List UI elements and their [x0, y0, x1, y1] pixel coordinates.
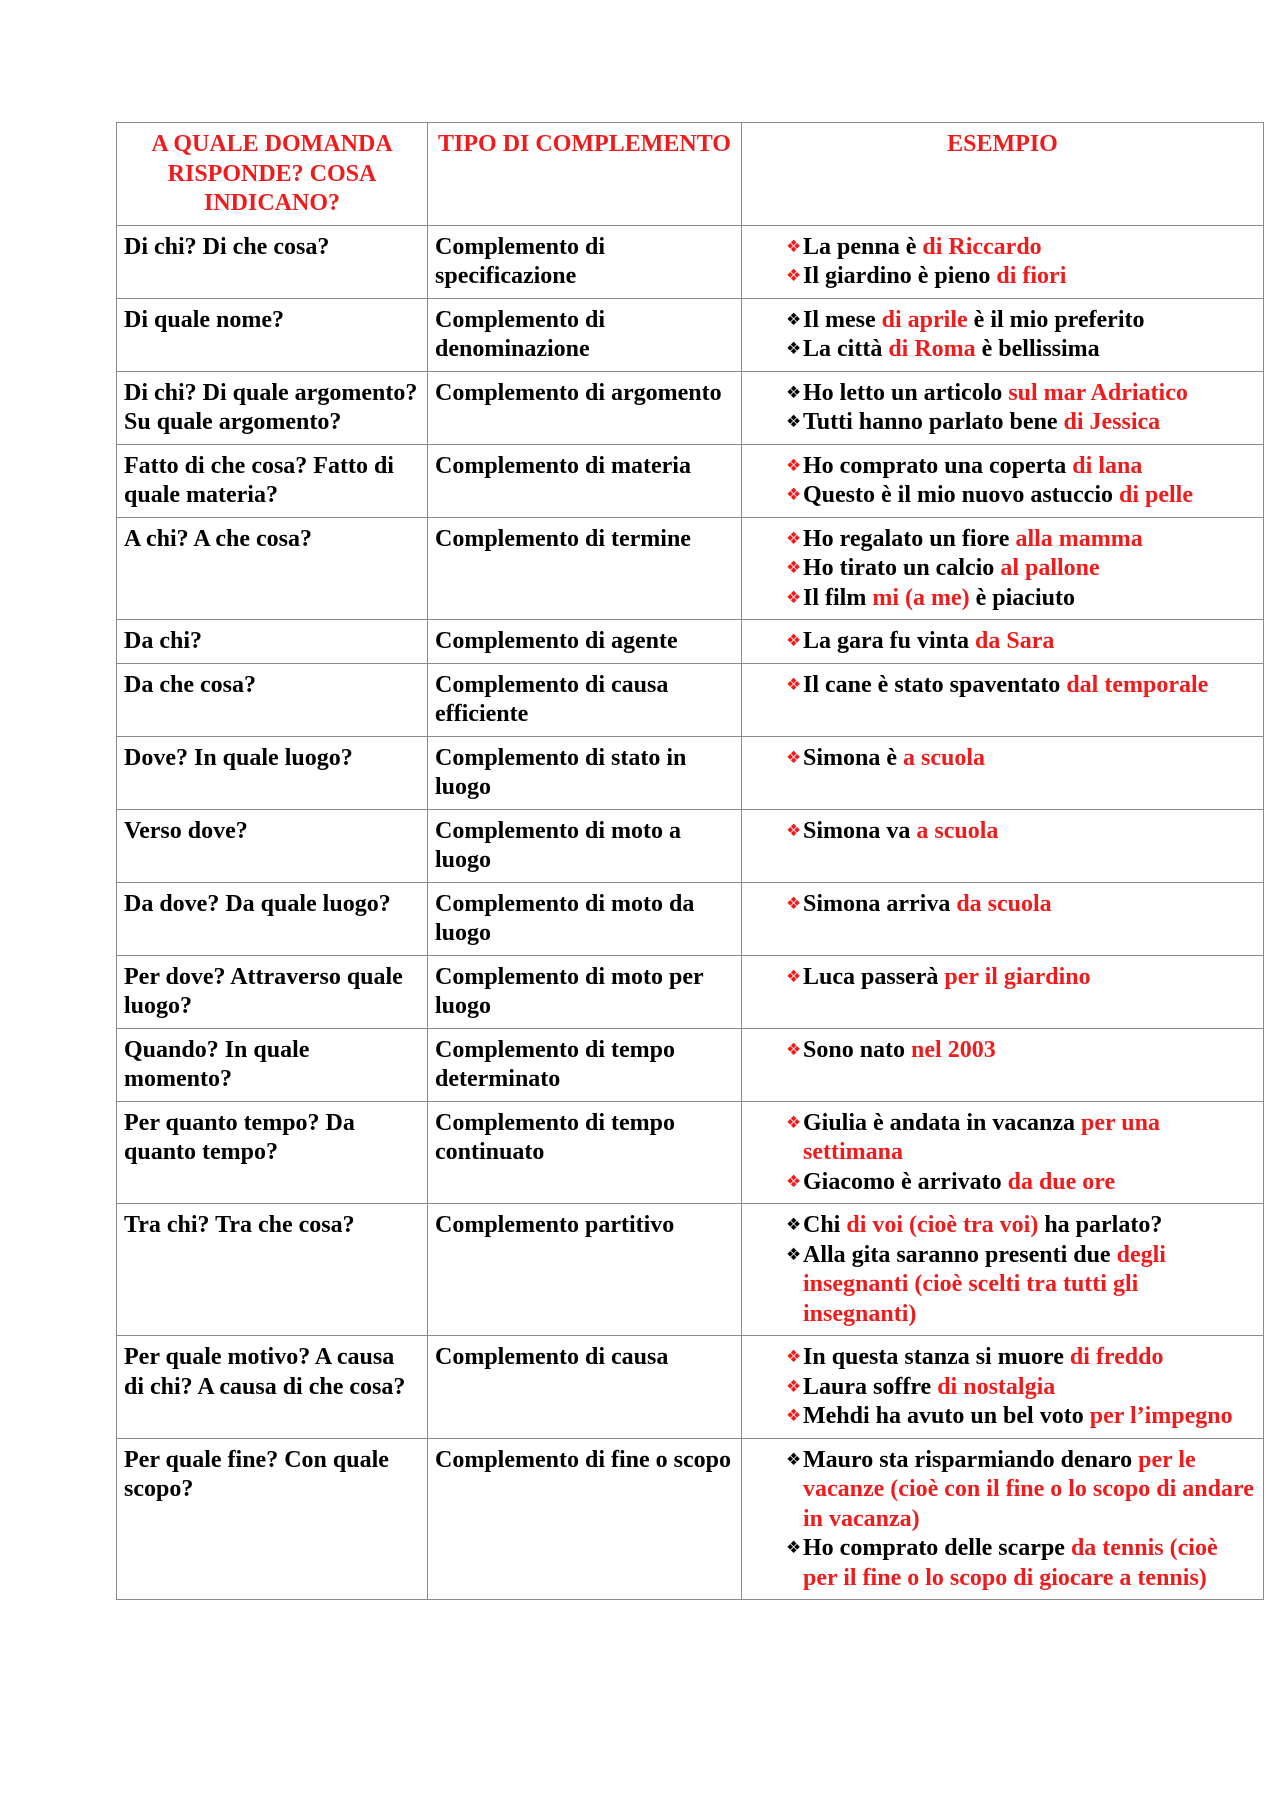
example-text: Ho regalato un fiore — [803, 525, 1016, 552]
example-list — [749, 744, 1256, 774]
example-cell — [742, 809, 1264, 882]
example-cell — [742, 955, 1264, 1028]
example-item — [749, 408, 1256, 438]
diamond-bullet-icon: ❖ — [786, 412, 802, 432]
example-item — [749, 671, 1256, 701]
example-complement-highlight: di Roma — [888, 336, 976, 362]
complement-type-cell: Complemento di denominazione — [428, 298, 742, 371]
example-text: Chi — [803, 1212, 847, 1238]
example-list — [749, 233, 1256, 292]
example-text: Mauro sta risparmiando denaro — [803, 1446, 1139, 1473]
example-text: Ho comprato una coperta — [803, 452, 1073, 479]
example-complement-highlight: di Jessica — [1063, 409, 1161, 435]
example-item — [749, 744, 1256, 774]
example-text: Sono nato — [803, 1036, 912, 1063]
diamond-bullet-icon: ❖ — [786, 1039, 802, 1060]
example-cell — [742, 620, 1264, 664]
example-item — [749, 1343, 1256, 1373]
example-item — [749, 1109, 1256, 1168]
example-item — [749, 554, 1256, 584]
diamond-bullet-icon: ❖ — [786, 893, 802, 914]
example-complement-highlight: al pallone — [1000, 555, 1100, 581]
document-page — [116, 122, 1263, 1600]
table-row — [117, 809, 1264, 882]
example-text: Tutti hanno parlato bene — [803, 409, 1064, 435]
diamond-bullet-icon: ❖ — [786, 1376, 802, 1397]
example-complement-highlight: degli insegnanti (cioè scelti tra tutti gli insegnanti) — [803, 1241, 1166, 1327]
complement-type-cell: Complemento di causa — [428, 1336, 742, 1439]
example-cell — [742, 1438, 1264, 1600]
diamond-bullet-icon: ❖ — [786, 966, 802, 987]
table-header — [117, 123, 1264, 226]
example-text: Il giardino è pieno — [803, 263, 997, 289]
complement-type-cell: Complemento di fine o scopo — [428, 1438, 742, 1600]
example-text-end: è bellissima — [975, 336, 1100, 362]
question-cell: A chi? A che cosa? — [117, 517, 428, 620]
example-list — [749, 379, 1256, 438]
example-text: Simona è — [803, 744, 904, 771]
example-text-end: ha parlato? — [1038, 1212, 1163, 1238]
header-row — [117, 123, 1264, 226]
complement-type-cell: Complemento di specificazione — [428, 225, 742, 298]
example-complement-highlight: per il giardino — [944, 963, 1091, 990]
example-item — [749, 481, 1256, 511]
example-item — [749, 1402, 1256, 1432]
example-text-end: è il mio preferito — [967, 306, 1145, 333]
table-row — [117, 1101, 1264, 1204]
question-cell: Fatto di che cosa? Fatto di quale materia? — [117, 444, 428, 517]
example-list — [749, 452, 1256, 511]
example-text: Alla gita saranno presenti due — [803, 1241, 1117, 1268]
diamond-bullet-icon: ❖ — [786, 1215, 802, 1235]
example-text: Il film — [803, 584, 873, 611]
example-text: La penna è — [803, 233, 923, 260]
example-text: Ho comprato delle scarpe — [803, 1535, 1071, 1561]
header-example: ESEMPIO — [742, 123, 1264, 226]
example-cell — [742, 1204, 1264, 1336]
question-cell: Dove? In quale luogo? — [117, 736, 428, 809]
example-complement-highlight: da Sara — [975, 628, 1055, 654]
question-cell: Di quale nome? — [117, 298, 428, 371]
example-text: Ho tirato un calcio — [803, 555, 1001, 581]
example-item — [749, 1211, 1256, 1241]
example-list — [749, 1446, 1256, 1594]
example-item — [749, 335, 1256, 365]
complement-type-cell: Complemento di argomento — [428, 371, 742, 444]
table-row — [117, 1204, 1264, 1336]
question-cell: Per dove? Attraverso quale luogo? — [117, 955, 428, 1028]
complement-type-cell: Complemento di termine — [428, 517, 742, 620]
diamond-bullet-icon: ❖ — [786, 236, 802, 257]
example-list — [749, 627, 1256, 657]
example-complement-highlight: mi (a me) — [872, 584, 970, 611]
table-row — [117, 620, 1264, 664]
example-cell — [742, 225, 1264, 298]
diamond-bullet-icon: ❖ — [786, 587, 802, 608]
example-cell — [742, 1028, 1264, 1101]
table-row — [117, 736, 1264, 809]
example-text: Laura soffre — [803, 1373, 938, 1400]
example-item — [749, 452, 1256, 482]
example-item — [749, 627, 1256, 657]
diamond-bullet-icon: ❖ — [786, 485, 802, 505]
example-complement-highlight: da due ore — [1007, 1168, 1116, 1195]
header-type: TIPO DI COMPLEMENTO — [428, 123, 742, 226]
example-item — [749, 584, 1256, 614]
complement-type-cell: Complemento di moto a luogo — [428, 809, 742, 882]
example-complement-highlight: da tennis (cioè per il fine o lo scopo di giocare a tennis) — [803, 1535, 1218, 1591]
example-item — [749, 1241, 1256, 1330]
diamond-bullet-icon: ❖ — [786, 339, 802, 359]
example-cell — [742, 298, 1264, 371]
example-item — [749, 525, 1256, 555]
example-complement-highlight: di Riccardo — [922, 233, 1042, 260]
example-complement-highlight: a scuola — [903, 744, 986, 771]
example-item — [749, 890, 1256, 920]
table-row — [117, 517, 1264, 620]
table-row — [117, 1438, 1264, 1600]
diamond-bullet-icon: ❖ — [786, 1449, 802, 1470]
table-row — [117, 1028, 1264, 1101]
example-cell — [742, 371, 1264, 444]
example-complement-highlight: sul mar Adriatico — [1008, 379, 1188, 406]
example-text: Simona arriva — [803, 890, 957, 917]
example-list — [749, 671, 1256, 701]
complement-type-cell: Complemento di causa efficiente — [428, 663, 742, 736]
example-item — [749, 1373, 1256, 1403]
example-complement-highlight: per le vacanze (cioè con il fine o lo scopo di andare in vacanza) — [803, 1446, 1254, 1532]
diamond-bullet-icon: ❖ — [786, 266, 802, 286]
example-complement-highlight: per una settimana — [803, 1109, 1160, 1165]
diamond-bullet-icon: ❖ — [786, 631, 802, 651]
table-row — [117, 955, 1264, 1028]
example-list — [749, 890, 1256, 920]
example-complement-highlight: di freddo — [1069, 1344, 1164, 1370]
example-item — [749, 817, 1256, 847]
example-cell — [742, 882, 1264, 955]
example-list — [749, 817, 1256, 847]
question-cell: Verso dove? — [117, 809, 428, 882]
example-text: Giacomo è arrivato — [803, 1168, 1008, 1195]
table-row — [117, 663, 1264, 736]
complement-type-cell: Complemento di materia — [428, 444, 742, 517]
example-text: Questo è il mio nuovo astuccio — [803, 482, 1119, 508]
diamond-bullet-icon: ❖ — [786, 1171, 802, 1192]
example-complement-highlight: di lana — [1072, 452, 1143, 479]
table-row — [117, 225, 1264, 298]
example-complement-highlight: di voi (cioè tra voi) — [846, 1212, 1039, 1238]
example-text: Giulia è andata in vacanza — [803, 1109, 1082, 1136]
example-cell — [742, 1101, 1264, 1204]
example-text: La città — [803, 336, 889, 362]
question-cell: Tra chi? Tra che cosa? — [117, 1204, 428, 1336]
example-complement-highlight: di pelle — [1119, 482, 1194, 508]
diamond-bullet-icon: ❖ — [786, 747, 802, 768]
question-cell: Da dove? Da quale luogo? — [117, 882, 428, 955]
header-question: A QUALE DOMANDA RISPONDE? COSA INDICANO? — [117, 123, 428, 226]
example-list — [749, 1343, 1256, 1432]
example-text: Simona va — [803, 817, 917, 844]
example-item — [749, 306, 1256, 336]
complements-table — [116, 122, 1264, 1600]
diamond-bullet-icon: ❖ — [786, 820, 802, 841]
diamond-bullet-icon: ❖ — [786, 528, 802, 549]
example-cell — [742, 736, 1264, 809]
complement-type-cell: Complemento di agente — [428, 620, 742, 664]
example-complement-highlight: dal temporale — [1066, 671, 1209, 698]
diamond-bullet-icon: ❖ — [786, 455, 802, 476]
example-complement-highlight: da scuola — [956, 890, 1052, 917]
diamond-bullet-icon: ❖ — [786, 1244, 802, 1265]
diamond-bullet-icon: ❖ — [786, 1406, 802, 1426]
example-complement-highlight: di aprile — [881, 306, 968, 333]
example-text: Luca passerà — [803, 963, 945, 990]
example-text: Mehdi ha avuto un bel voto — [803, 1403, 1090, 1429]
example-complement-highlight: alla mamma — [1015, 525, 1143, 552]
question-cell: Per quale fine? Con quale scopo? — [117, 1438, 428, 1600]
example-item — [749, 1168, 1256, 1198]
example-list — [749, 1211, 1256, 1329]
diamond-bullet-icon: ❖ — [786, 674, 802, 695]
complement-type-cell: Complemento di moto da luogo — [428, 882, 742, 955]
question-cell: Da chi? — [117, 620, 428, 664]
example-list — [749, 525, 1256, 614]
question-cell: Quando? In quale momento? — [117, 1028, 428, 1101]
question-cell: Per quale motivo? A causa di chi? A causa di che cosa? — [117, 1336, 428, 1439]
complement-type-cell: Complemento partitivo — [428, 1204, 742, 1336]
diamond-bullet-icon: ❖ — [786, 1347, 802, 1367]
example-list — [749, 963, 1256, 993]
diamond-bullet-icon: ❖ — [786, 382, 802, 403]
example-complement-highlight: a scuola — [916, 817, 999, 844]
example-text: Il mese — [803, 306, 882, 333]
example-complement-highlight: nel 2003 — [911, 1036, 996, 1063]
complement-type-cell: Complemento di stato in luogo — [428, 736, 742, 809]
question-cell: Da che cosa? — [117, 663, 428, 736]
table-row — [117, 298, 1264, 371]
table-row — [117, 444, 1264, 517]
example-complement-highlight: di fiori — [996, 263, 1067, 289]
complement-type-cell: Complemento di tempo continuato — [428, 1101, 742, 1204]
example-cell — [742, 444, 1264, 517]
example-complement-highlight: per l’impegno — [1089, 1403, 1233, 1429]
example-list — [749, 1036, 1256, 1066]
complement-type-cell: Complemento di tempo determinato — [428, 1028, 742, 1101]
example-text: In questa stanza si muore — [803, 1344, 1070, 1370]
question-cell: Di chi? Di che cosa? — [117, 225, 428, 298]
example-item — [749, 262, 1256, 292]
diamond-bullet-icon: ❖ — [786, 1112, 802, 1133]
example-text: Ho letto un articolo — [803, 379, 1009, 406]
example-text: La gara fu vinta — [803, 628, 976, 654]
example-cell — [742, 1336, 1264, 1439]
diamond-bullet-icon: ❖ — [786, 1538, 802, 1558]
example-item — [749, 233, 1256, 263]
example-item — [749, 379, 1256, 409]
example-list — [749, 306, 1256, 365]
diamond-bullet-icon: ❖ — [786, 558, 802, 578]
diamond-bullet-icon: ❖ — [786, 309, 802, 330]
example-text: Il cane è stato spaventato — [803, 671, 1067, 698]
example-item — [749, 1446, 1256, 1535]
example-list — [749, 1109, 1256, 1198]
complement-type-cell: Complemento di moto per luogo — [428, 955, 742, 1028]
example-complement-highlight: di nostalgia — [937, 1373, 1056, 1400]
table-row — [117, 882, 1264, 955]
table-body — [117, 225, 1264, 1600]
example-item — [749, 1534, 1256, 1593]
example-text-end: è piaciuto — [969, 584, 1075, 611]
table-row — [117, 1336, 1264, 1439]
example-item — [749, 963, 1256, 993]
example-cell — [742, 663, 1264, 736]
example-cell — [742, 517, 1264, 620]
question-cell: Per quanto tempo? Da quanto tempo? — [117, 1101, 428, 1204]
question-cell: Di chi? Di quale argomento? Su quale argomento? — [117, 371, 428, 444]
table-row — [117, 371, 1264, 444]
example-item — [749, 1036, 1256, 1066]
